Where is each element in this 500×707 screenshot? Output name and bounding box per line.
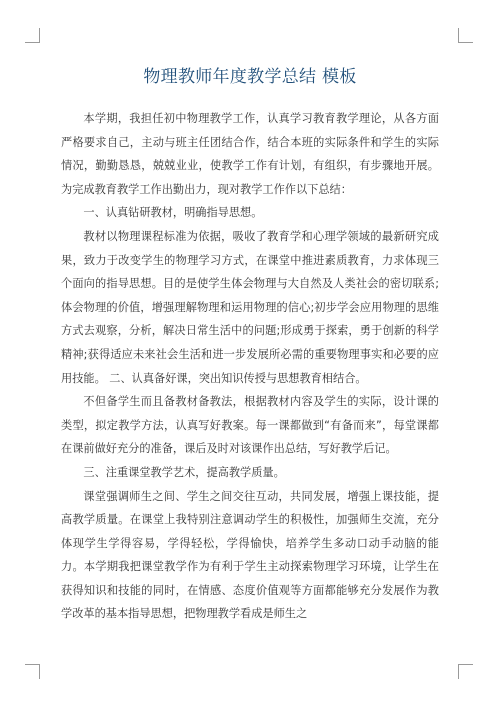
crop-mark-top-left <box>25 28 40 43</box>
paragraph-section-1: 教材以物理课程标准为依据，吸收了教育学和心理学领域的最新研究成果，致力于改变学生的物理学习方式，在课堂中推进素质教育，力求体现三个面向的指导思想。目的是使学生体会物理与大自然及人类社会的密切联系;体会物理的价值，增强理解物理和运用物理的信心;初步学会应用物理的思维方式去观察，分析，解决日常生活中的问题;形成勇于探索，勇于创新的科学精神;获得适应未来社会生活和进一步发展所必需的重要物理事实和必要的应用技能。 二、认真备好课，突出知识传授与思想教育相结合。 <box>61 229 439 385</box>
section-heading-3: 三、注重课堂教学艺术，提高教学质量。 <box>83 465 285 479</box>
paragraph-section-2: 不但备学生而且备教材备教法，根据教材内容及学生的实际，设计课的类型，拟定教学方法，认真写好教案。每一课都做到“有备而来”，每堂课都在课前做好充分的准备，课后及时对该课作出总结，写好教学后记。 <box>61 395 439 456</box>
paragraph-intro: 本学期，我担任初中物理教学工作，认真学习教育教学理论，从各方面严格要求自己，主动与班主任团结合作，结合本班的实际条件和学生的实际情况，勤勤恳恳，兢兢业业，使教学工作有计划，有组织，有步骤地开展。为完成教育教学工作出勤出力，现对教学工作作以下总结： <box>61 112 439 196</box>
paragraph-section-3: 课堂强调师生之间、学生之间交往互动，共同发展，增强上课技能，提高教学质量。在课堂上我特别注意调动学生的积极性，加强师生交流，充分体现学生学得容易，学得轻松，学得愉快，培养学生多动口动手动脑的能力。本学期我把课堂教学作为有利于学生主动探索物理学习环境，让学生在获得知识和技能的同时，在情感、态度价值观等方面都能够充分发展作为教学改革的基本指导思想，把物理教学看成是师生之 <box>61 489 439 621</box>
document-body <box>61 107 439 626</box>
document-title: 物理教师年度教学总结 模板 <box>143 67 357 87</box>
crop-mark-bottom-right <box>458 664 473 679</box>
crop-mark-bottom-left <box>25 664 40 679</box>
section-heading-1: 一、认真钻研教材，明确指导思想。 <box>83 206 263 220</box>
crop-mark-top-right <box>458 28 473 43</box>
